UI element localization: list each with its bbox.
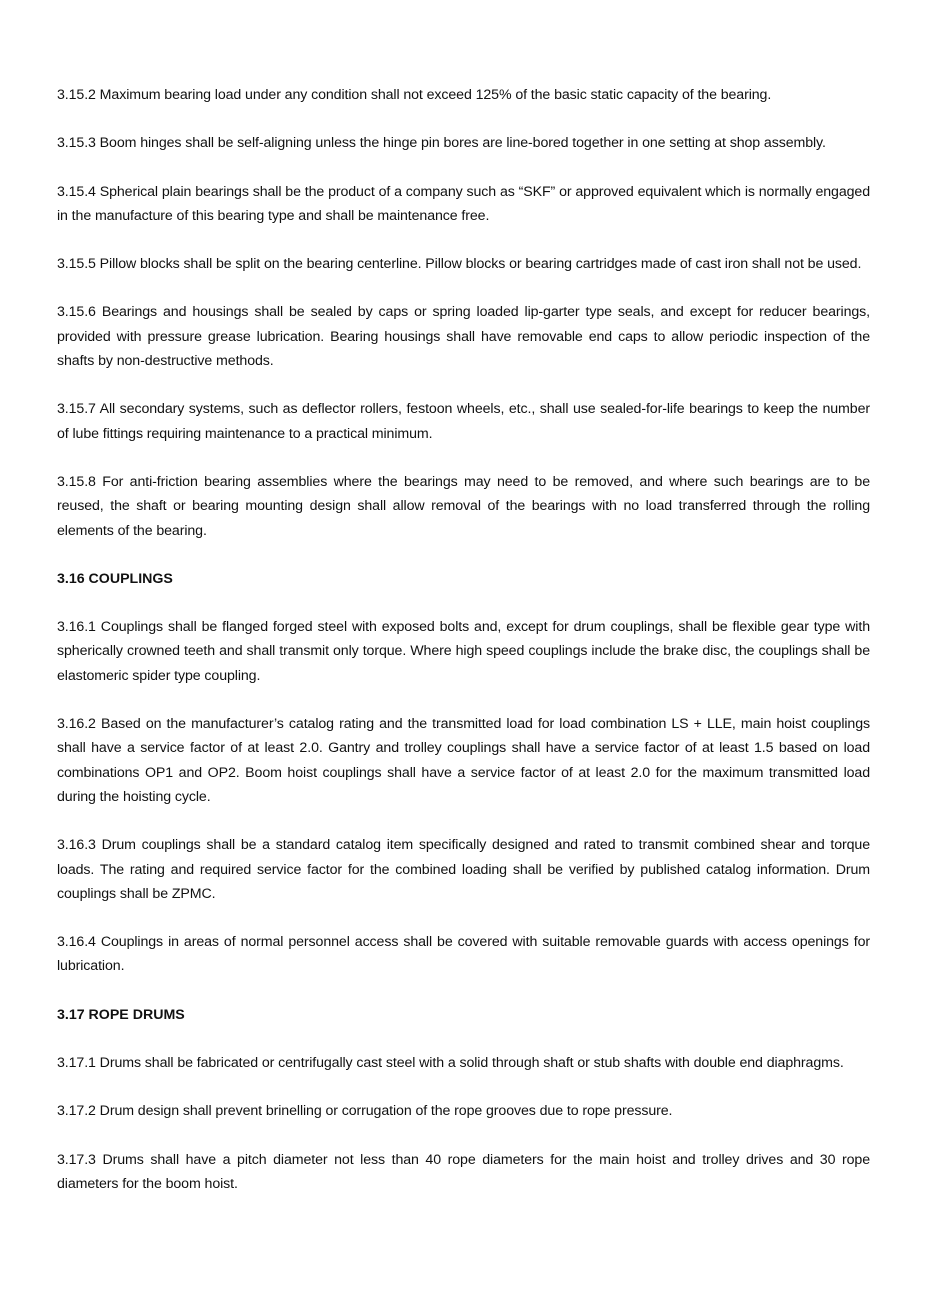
paragraph-3-16-3: 3.16.3 Drum couplings shall be a standard catalog item specifically designed and rated to transmit combined shear and torque loads. The rating and required service factor for the combined loading shall be verified by published catalog information. Drum couplings shall be ZPMC. xyxy=(57,837,870,902)
paragraph-3-15-7: 3.15.7 All secondary systems, such as deflector rollers, festoon wheels, etc., shall use sealed-for-life bearings to keep the number of lube fittings requiring maintenance to a practical minimum. xyxy=(57,401,870,442)
paragraph-3-15-5: 3.15.5 Pillow blocks shall be split on the bearing centerline. Pillow blocks or bearing cartridges made of cast iron shall not be used. xyxy=(57,256,862,273)
paragraph-3-15-8: 3.15.8 For anti-friction bearing assemblies where the bearings may need to be removed, and where such bearings are to be reused, the shaft or bearing mounting design shall allow removal of the bearings with no load transferred through the rolling elements of the bearing. xyxy=(57,473,870,539)
section-heading-rope-drums: 3.17 ROPE DRUMS xyxy=(57,1006,185,1023)
paragraph-3-15-3: 3.15.3 Boom hinges shall be self-aligning unless the hinge pin bores are line-bored together in one setting at shop assembly. xyxy=(57,135,826,152)
paragraph-3-16-2: 3.16.2 Based on the manufacturer’s catalog rating and the transmitted load for load combination LS + LLE, main hoist couplings shall have a service factor of at least 2.0. Gantry and trolley couplings shall have a service factor of at least 1.5 based on load combinations OP1 and OP2. Boom hoist couplings shall have a service factor of at least 2.0 for the maximum transmitted load during the hoisting cycle. xyxy=(57,716,870,805)
paragraph-3-17-3: 3.17.3 Drums shall have a pitch diameter not less than 40 rope diameters for the main hoist and trolley drives and 30 rope diameters for the boom hoist. xyxy=(57,1151,870,1192)
paragraph-3-17-1: 3.17.1 Drums shall be fabricated or centrifugally cast steel with a solid through shaft or stub shafts with double end diaphragms. xyxy=(57,1055,844,1072)
paragraph-3-15-2: 3.15.2 Maximum bearing load under any condition shall not exceed 125% of the basic static capacity of the bearing. xyxy=(57,87,772,103)
paragraph-3-17-2: 3.17.2 Drum design shall prevent brinelling or corrugation of the rope grooves due to rope pressure. xyxy=(57,1103,673,1120)
section-heading-couplings: 3.16 COUPLINGS xyxy=(57,570,173,587)
paragraph-3-15-6: 3.15.6 Bearings and housings shall be sealed by caps or spring loaded lip-garter type seals, and except for reducer bearings, provided with pressure grease lubrication. Bearing housings shall have removable end caps to allow periodic inspection of the shafts by non-destructive methods. xyxy=(57,304,870,370)
paragraph-3-15-4: 3.15.4 Spherical plain bearings shall be the product of a company such as “SKF” or approved equivalent which is normally engaged in the manufacture of this bearing type and shall be maintenance free. xyxy=(57,183,870,224)
paragraph-3-16-1: 3.16.1 Couplings shall be flanged forged steel with exposed bolts and, except for drum couplings, shall be flexible gear type with spherically crowned teeth and shall transmit only torque. Where high speed couplings include the brake disc, the couplings shall be elastomeric spider type coupling. xyxy=(57,619,870,684)
paragraph-3-16-4: 3.16.4 Couplings in areas of normal personnel access shall be covered with suitable removable guards with access openings for lubrication. xyxy=(57,934,870,975)
